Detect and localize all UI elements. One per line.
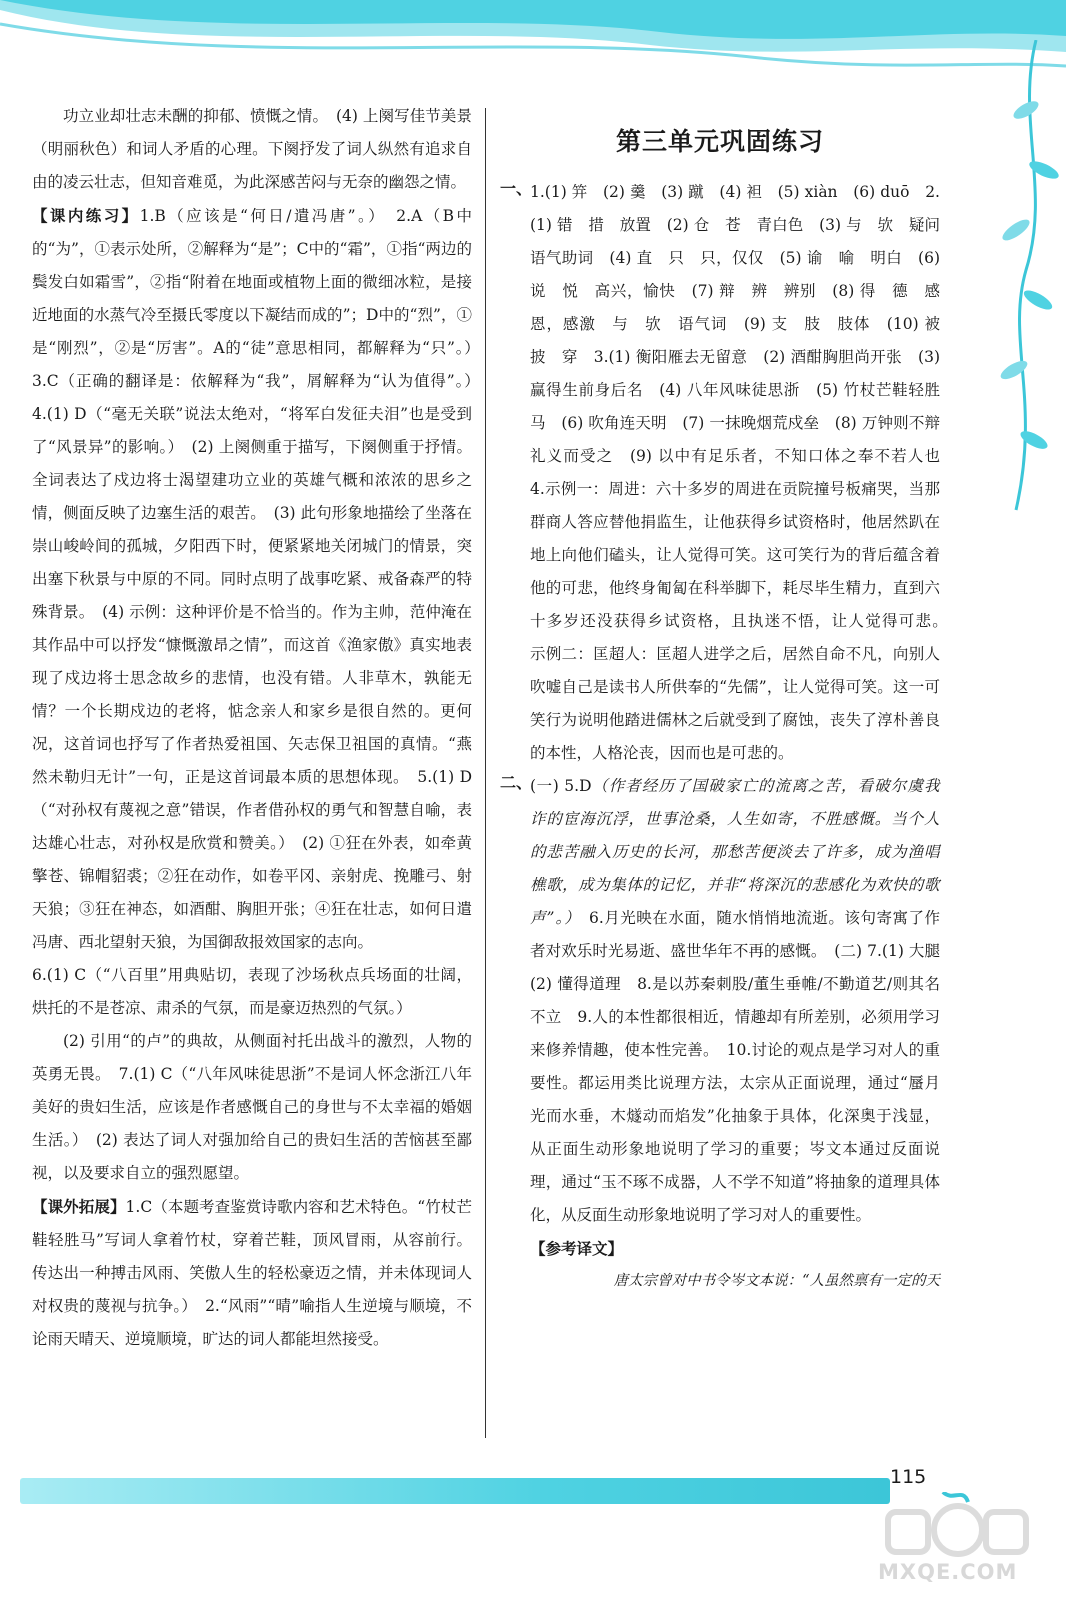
in-class-practice-tag: 【课内练习】 bbox=[32, 206, 140, 225]
question-6-part1: 6.(1) C（“八百里”用典贴切，表现了沙场秋点兵场面的壮阔，烘托的不是苍凉、肃杀的气氛，而是豪迈热烈的气氛。） bbox=[32, 966, 472, 1017]
reference-translation-tag: 【参考译文】 bbox=[530, 1239, 624, 1258]
extracurricular-section bbox=[32, 1190, 472, 1356]
question-6-part2: (2) 引用“的卢”的典故，从侧面衬托出战斗的激烈，人物的英勇无畏。 7.(1) C（“八年风味徒思浙”不是词人怀念浙江八年美好的贵妇生活，应该是作者感慨自己的身世与不太幸福的婚姻生活。） (2) 表达了词人对强加给自己的贵妇生活的苦恼甚至鄙视，以及要求自立的强烈愿望。 bbox=[32, 1032, 472, 1182]
left-column bbox=[32, 100, 488, 1356]
section-two-rest: 6.月光映在水面，随水悄悄地流逝。该句寄寓了作者对欢乐时光易逝、盛世华年不再的感慨。 (二) 7.(1) 大腿 (2) 懂得道理 8.是以苏秦刺股/董生垂帷/不勤道艺/则其名不立 9.人的本性都很相近，情趣却有所差别，必须用学习来修养情趣，使本性完善。 10.讨论的观点是学习对人的重要性。都运用类比说理方法，太宗从正面说理，通过“蜃月光而水垂，木燧动而焰发”化抽象于具体，化深奥于浅显，从正面生动形象地说明了学习的重要；岑文本通过反面说理，通过“玉不琢不成器，人不学不知道”将抽象的道理具体化，从反面生动形象地说明了学习对人的重要性。 bbox=[530, 909, 956, 1224]
right-column bbox=[500, 100, 956, 1298]
unit-title: 第三单元巩固练习 bbox=[615, 127, 824, 156]
header-wave-decoration bbox=[0, 0, 1066, 90]
section-two-lead: (一) 5.D bbox=[530, 777, 592, 795]
extracurricular-text: 1.C（本题考查鉴赏诗歌内容和艺术特色。“竹杖芒鞋轻胜马”写词人拿着竹杖，穿着芒鞋，顶风冒雨，从容前行。传达出一种搏击风雨、笑傲人生的轻松豪迈之情，并未体现词人对权贵的蔑视与抗争。） 2.“风雨”“晴”喻指人生逆境与顺境，不论雨天晴天、逆境顺境，旷达的词人都能坦然接受。 bbox=[32, 1198, 472, 1348]
section-two-marker: 二、 bbox=[500, 773, 533, 792]
footer-bar bbox=[20, 1478, 890, 1504]
section-one bbox=[500, 176, 956, 770]
page-number: 115 bbox=[890, 1466, 927, 1488]
section-one-text: 1.(1) 笄 (2) 羹 (3) 蹴 (4) 袒 (5) xiàn (6) duō 2.(1) 错 措 放置 (2) 仓 苍 青白色 (3) 与 欤 疑问语气助词 (4) 直 只 只，仅仅 (5) 谕 喻 明白 (6) 说 悦 高兴，愉快 (7) 辩 辨 辨别 (8) 得 德 感恩，感激 与 欤 语气词 (9) 支 肢 肢体 (10) 被 披 穿 3.(1) 衡阳雁去无留意 (2) 酒酣胸胆尚开张 (3) 赢得生前身后名 (4) 八年风味徒思浙 (5) 竹杖芒鞋轻胜马 (6) 吹角连天明 (7) 一抹晚烟荒戍垒 (8) 万钟则不辩礼义而受之 (9) 以中有足乐者，不知口体之奉不若人也 4.示例一：周进：六十多岁的周进在贡院撞号板痛哭，当那群商人答应替他捐监生，让他获得乡试资格时，他居然趴在地上向他们磕头，让人觉得可笑。这可笑行为的背后蕴含着他的可悲，他终身匍匐在科举脚下，耗尽毕生精力，直到六十多岁还没获得乡试资格，且执迷不悟，让人觉得可悲。 示例二：匡超人：匡超人进学之后，居然自命不凡，向别人吹嘘自己是读书人所供奉的“先儒”，让人觉得可笑。这一可笑行为说明他踏进儒林之后就受到了腐蚀，丧失了淳朴善良的本性，人格沦丧，因而也是可悲的。 bbox=[530, 183, 956, 762]
extracurricular-tag: 【课外拓展】 bbox=[32, 1197, 126, 1216]
watermark-text: MXQE.COM bbox=[878, 1560, 1018, 1584]
in-class-practice-text: 1.B（应该是“何日/遣冯唐”。） 2.A（B中的“为”，①表示处所，②解释为“是”；C中的“霜”，①指“两边的鬓发白如霜雪”，②指“附着在地面或植物上面的微细冰粒，是接近地面的水蒸气冷至摄氏零度以下凝结而成的”；D中的“烈”，①是“刚烈”，②是“厉害”。A的“徒”意思相同，都解释为“只”。） 3.C（正确的翻译是：依解释为“我”，屑解释为“认为值得”。） 4.(1) D（“毫无关联”说法太绝对，“将军白发征夫泪”也是受到了“风景异”的影响。） (2) 上阕侧重于描写，下阕侧重于抒情。全词表达了戍边将士渴望建功立业的英雄气概和浓浓的思乡之情，侧面反映了边塞生活的艰苦。 (3) 此句形象地描绘了坐落在崇山峻岭间的孤城，夕阳西下时，便紧紧地关闭城门的情景，突出塞下秋景与中原的不同。同时点明了战事吃紧、戒备森严的特殊背景。 (4) 示例：这种评价是不恰当的。作为主帅，范仲淹在其作品中可以抒发“慷慨激昂之情”，而这首《渔家傲》真实地表现了戍边将士思念故乡的悲情，也没有错。人非草木，孰能无情？一个长期戍边的老将，惦念亲人和家乡是很自然的。更何况，这首词也抒写了作者热爱祖国、矢志保卫祖国的真情。“燕然未勒归无计”一句，正是这首词最本质的思想体现。 5.(1) D（“对孙权有蔑视之意”错误，作者借孙权的勇气和智慧自喻，表达雄心壮志，对孙权是欣赏和赞美。） (2) ①狂在外表，如牵黄擎苍、锦帽貂裘；②狂在动作，如卷平冈、亲射虎、挽雕弓、射天狼；③狂在神态，如酒酣、胸胆开张；④狂在壮志，如何日遣冯唐、西北望射天狼，为国御敌报效国家的志向。 bbox=[32, 207, 488, 951]
answer-paragraph: 功立业却壮志未酬的抑郁、愤慨之情。 (4) 上阕写佳节美景（明丽秋色）和词人矛盾的心理。下阕抒发了词人纵然有追求自由的凌云壮志，但知音难觅，为此深感苦闷与无奈的幽怨之情。 bbox=[32, 107, 472, 191]
section-two-explanation: （作者经历了国破家亡的流离之苦，看破尔虞我诈的宦海沉浮，世事沧桑，人生如寄，不胜感慨。当个人的悲苦融入历史的长河，那愁苦便淡去了许多，成为渔唱樵歌，成为集体的记忆，并非“将深沉的悲感化为欢快的歌声”。） bbox=[530, 777, 940, 927]
column-divider bbox=[485, 108, 486, 1438]
section-two-text bbox=[530, 770, 956, 1232]
in-class-practice-section bbox=[32, 199, 488, 959]
section-two bbox=[500, 770, 956, 1298]
reference-translation-text: 唐太宗曾对中书令岑文本说：“人虽然禀有一定的天 bbox=[613, 1273, 940, 1289]
section-one-marker: 一、 bbox=[500, 179, 533, 198]
vine-decoration bbox=[956, 40, 1066, 520]
